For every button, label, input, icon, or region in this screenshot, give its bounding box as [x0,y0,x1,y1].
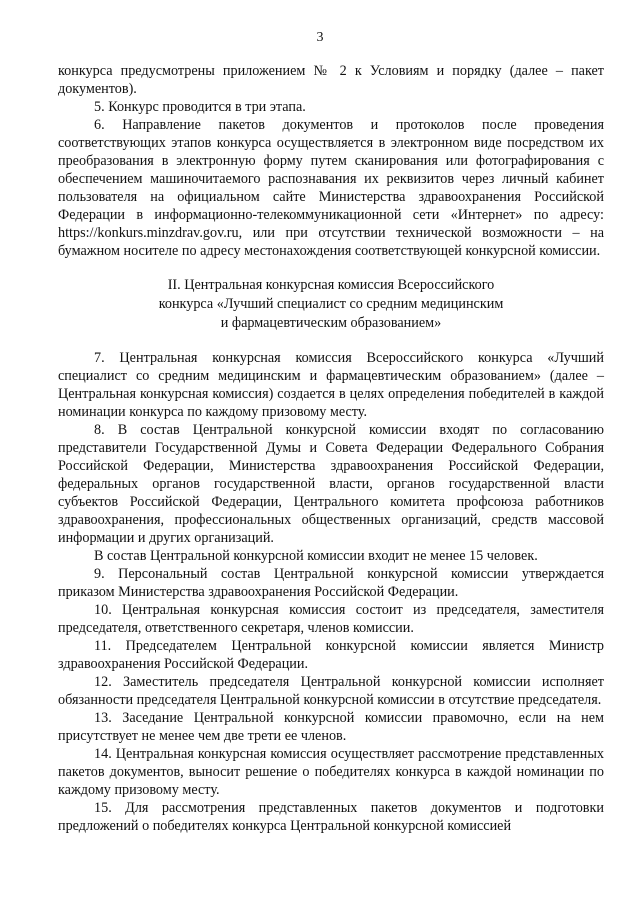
spacer [58,333,604,349]
document-body [58,62,604,835]
paragraph-15: 15. Для рассмотрения представленных пакетов документов и подготовки предложений о победителях конкурса Центральной конкурсной комиссией [58,800,604,834]
page-number: 3 [316,30,324,45]
section-heading-line-1: II. Центральная конкурсная комиссия Всероссийского [167,277,495,293]
paragraph-10: 10. Центральная конкурсная комиссия состоит из председателя, заместителя председателя, ответственного секретаря, членов комиссии. [58,602,604,636]
paragraph-7: 7. Центральная конкурсная комиссия Всероссийского конкурса «Лучший специалист со средним медицинским и фармацевтическим образованием» (далее – Центральная конкурсная комиссия) создается в целях определения победителей в каждой номинации конкурса по каждому призовому месту. [58,350,604,420]
section-heading [58,276,604,333]
section-heading-line-3: и фармацевтическим образованием» [220,315,442,331]
paragraph-6: 6. Направление пакетов документов и протоколов после проведения соответствующих этапов конкурса осуществляется в электронном виде посредством их преобразования в электронную форму путем сканирования или фотографирования с обеспечением машиночитаемого распознавания их реквизитов через личный кабинет пользователя на официальном сайте Министерства здравоохранения Российской Федерации в информационно-телекоммуникационной сети «Интернет» по адресу: https://konkurs.minzdrav.gov.ru, или при отсутствии технической возможности – на бумажном носителе по адресу местонахождения соответствующей конкурсной комиссии. [58,117,604,259]
paragraph-5: 5. Конкурс проводится в три этапа. [94,99,306,115]
paragraph-8: 8. В состав Центральной конкурсной комиссии входят по согласованию представители Государственной Думы и Совета Федерации Федерального Собрания Российской Федерации, Министерства здравоохранения Российской Федерации, федеральных органов государственной власти, органов государственной власти субъектов Российской Федерации, Центрального комитета профсоюза работников здравоохранения, профессиональных общественных организаций, средств массовой информации и других организаций. [58,422,604,546]
section-heading-line-2: конкурса «Лучший специалист со средним медицинским [158,296,504,312]
paragraph-13: 13. Заседание Центральной конкурсной комиссии правомочно, если на нем присутствует не менее чем две трети ее членов. [58,710,604,744]
paragraph-11: 11. Председателем Центральной конкурсной комиссии является Министр здравоохранения Российской Федерации. [58,638,604,672]
paragraph-9: 9. Персональный состав Центральной конкурсной комиссии утверждается приказом Министерства здравоохранения Российской Федерации. [58,566,604,600]
paragraph-continuation: конкурса предусмотрены приложением № 2 к Условиям и порядку (далее – пакет документов). [58,63,604,97]
spacer [58,260,604,276]
paragraph-8-addendum: В состав Центральной конкурсной комиссии входит не менее 15 человек. [94,548,538,564]
paragraph-14: 14. Центральная конкурсная комиссия осуществляет рассмотрение представленных пакетов документов, выносит решение о победителях конкурса в каждой номинации по каждому призовому месту. [58,746,604,798]
paragraph-12: 12. Заместитель председателя Центральной конкурсной комиссии исполняет обязанности председателя Центральной конкурсной комиссии в отсутствие председателя. [58,674,604,708]
